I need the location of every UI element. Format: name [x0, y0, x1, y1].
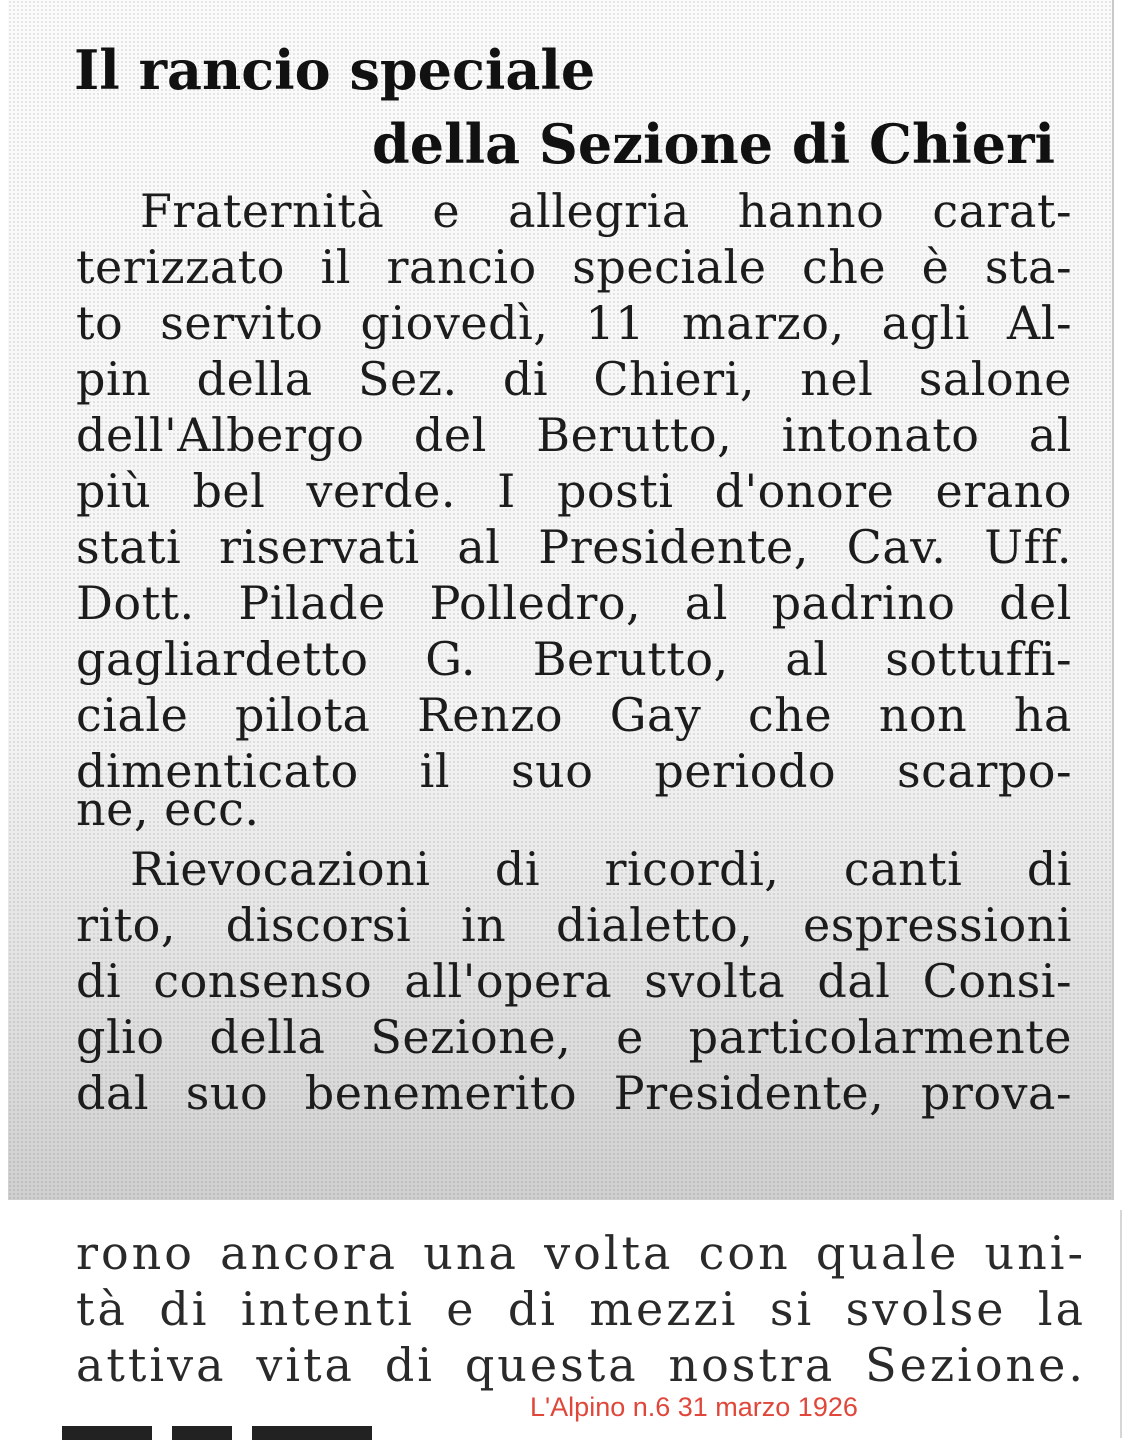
- scan-edge-right: [1112, 0, 1114, 1200]
- article-line: stati riservati al Presidente, Cav. Uff.: [76, 520, 1072, 574]
- article-line: terizzato il rancio speciale che è sta-: [76, 240, 1072, 294]
- article-line: Fraternità e allegria hanno carat-: [140, 184, 1072, 238]
- article-line: ciale pilota Renzo Gay che non ha: [76, 688, 1072, 742]
- headline-line-2: della Sezione di Chieri: [372, 112, 1056, 176]
- article-line: dell'Albergo del Berutto, intonato al: [76, 408, 1072, 462]
- article-line: Dott. Pilade Polledro, al padrino del: [76, 576, 1072, 630]
- article-line: to servito giovedì, 11 marzo, agli Al-: [76, 296, 1072, 350]
- article-line: pin della Sez. di Chieri, nel salone: [76, 352, 1072, 406]
- article-line: rono ancora una volta con quale uni-: [76, 1226, 1086, 1280]
- scan-edge-right-lower: [1120, 1210, 1122, 1438]
- article-line: glio della Sezione, e particolarmente: [76, 1010, 1072, 1064]
- article-line: attiva vita di questa nostra Sezione.: [76, 1338, 1086, 1392]
- article-line: tà di intenti e di mezzi si svolse la: [76, 1282, 1086, 1336]
- headline-line-1: Il rancio speciale: [74, 38, 596, 102]
- article-line: più bel verde. I posti d'onore erano: [76, 464, 1072, 518]
- article-line: ne, ecc.: [76, 782, 260, 836]
- article-line: dal suo benemerito Presidente, prova-: [76, 1066, 1072, 1120]
- source-caption: L'Alpino n.6 31 marzo 1926: [530, 1392, 858, 1422]
- article-line: Rievocazioni di ricordi, canti di: [130, 842, 1072, 896]
- article-line: gagliardetto G. Berutto, al sottuffi-: [76, 632, 1072, 686]
- article-line: rito, discorsi in dialetto, espressioni: [76, 898, 1072, 952]
- article-line: dimenticato il suo periodo scarpo-: [76, 744, 1072, 798]
- article-line: di consenso all'opera svolta dal Consi-: [76, 954, 1072, 1008]
- scan-gap: [0, 1200, 1124, 1210]
